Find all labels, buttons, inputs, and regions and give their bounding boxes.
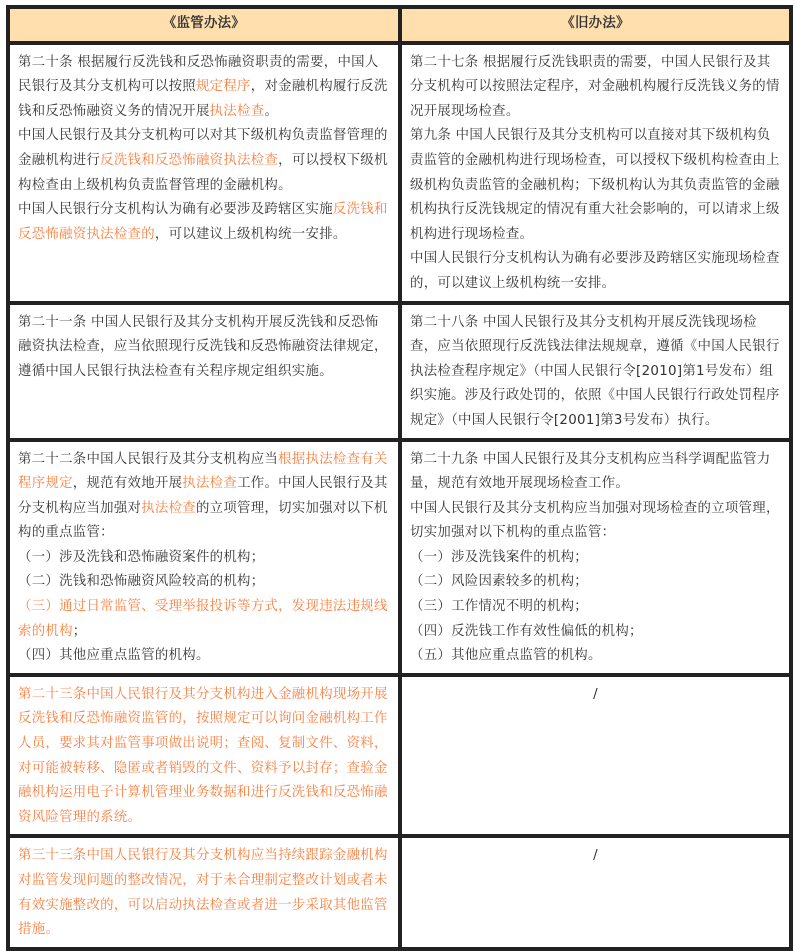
list-item: （二）风险因素较多的机构； <box>410 574 588 590</box>
list-item: （一）涉及洗钱案件的机构； <box>410 549 588 565</box>
article-paragraph: 第二十一条 中国人民银行及其分支机构开展反洗钱和反恐怖融资执法检查，应当依照现行反洗钱和反恐怖融资法律规定，遵循中国人民银行执法检查有关程序规定组织实施。 <box>18 314 388 379</box>
article-paragraph: 第二十九条 中国人民银行及其分支机构应当科学调配监管力量，规范有效地开展现场检查工作。 <box>410 451 771 492</box>
list-item: （四）反洗钱工作有效性偏低的机构； <box>410 623 643 639</box>
column-header-old-measures: 《旧办法》 <box>400 7 791 43</box>
new-measures-cell <box>8 440 400 675</box>
new-measures-cell <box>8 836 400 948</box>
article-paragraph: 第二十条 根据履行反洗钱和反恐怖融资职责的需要，中国人民银行及其分支机构可以按照规定程序，对金融机构履行反洗钱和反恐怖融资义务的情况开展执法检查。 <box>18 54 388 119</box>
highlighted-change: 规定程序 <box>195 79 251 95</box>
list-item: （五）其他应重点监管的机构。 <box>410 648 602 664</box>
highlighted-change: 执法检查 <box>141 500 196 516</box>
comparison-table <box>6 5 793 951</box>
article-paragraph: 第二十八条 中国人民银行及其分支机构开展反洗钱现场检查，应当依照现行反洗钱法律法规规章，遵循《中国人民银行执法检查程序规定》（中国人民银行令[2010]第1号发布）组织实施。涉及行政处罚的，依照《中国人民银行行政处罚程序规定》（中国人民银行令[2001]第3号发布）执行。 <box>410 314 780 428</box>
no-counterpart-mark: / <box>593 686 598 702</box>
highlighted-change: 执法检查 <box>182 476 238 492</box>
new-article-paragraph: 第三十三条中国人民银行及其分支机构应当持续跟踪金融机构对监管发现问题的整改情况，对于未合理制定整改计划或者未有效实施整改的，可以启动执法检查或者进一步采取其他监管措施。 <box>18 848 388 938</box>
article-paragraph: 中国人民银行分支机构认为确有必要涉及跨辖区实施现场检查的，可以建议上级机构统一安排。 <box>410 251 780 291</box>
highlighted-change: 反洗钱和反恐怖融资执法检查的 <box>18 202 388 242</box>
highlighted-change: 执法检查 <box>209 103 265 119</box>
column-header-new-measures: 《监管办法》 <box>8 7 400 43</box>
table-row <box>8 43 791 303</box>
list-item: （二）洗钱和恐怖融资风险较高的机构； <box>18 574 265 590</box>
article-paragraph: 第二十二条中国人民银行及其分支机构应当根据执法检查有关程序规定，规范有效地开展执法检查工作。中国人民银行及其分支机构应当加强对执法检查的立项管理，切实加强对以下机构的重点监管： <box>18 451 388 541</box>
article-paragraph: 中国人民银行及其分支机构应当加强对现场检查的立项管理，切实加强对以下机构的重点监管： <box>410 500 780 541</box>
table-row <box>8 836 791 948</box>
old-measures-cell <box>400 440 791 675</box>
new-measures-cell <box>8 675 400 837</box>
no-counterpart-mark: / <box>593 848 598 864</box>
old-measures-cell <box>400 43 791 303</box>
article-paragraph: 第九条 中国人民银行及其分支机构可以直接对其下级机构负责监管的金融机构进行现场检查，可以授权下级机构检查由上级机构负责监管的金融机构；下级机构认为其负责监管的金融机构执行反洗钱规定的情况有重大社会影响的，可以请求上级机构进行现场检查。 <box>410 128 780 242</box>
article-paragraph: 第二十七条 根据履行反洗钱职责的需要，中国人民银行及其分支机构可以按照法定程序，对金融机构履行反洗钱义务的情况开展现场检查。 <box>410 54 780 119</box>
table-row <box>8 303 791 440</box>
new-measures-cell <box>8 303 400 440</box>
list-item: （三）工作情况不明的机构； <box>410 599 588 615</box>
table-header-row <box>8 7 791 43</box>
new-measures-cell <box>8 43 400 303</box>
old-measures-cell <box>400 675 791 837</box>
highlighted-change: 根据执法检查有关程序规定 <box>18 451 388 492</box>
list-item: （三）通过日常监管、受理举报投诉等方式，发现违法违规线索的机构； <box>18 599 388 639</box>
highlighted-change: （三）通过日常监管、受理举报投诉等方式，发现违法违规线索的机构 <box>18 599 388 639</box>
old-measures-cell <box>400 836 791 948</box>
table-row <box>8 440 791 675</box>
highlighted-change: 反洗钱和反恐怖融资执法检查 <box>100 152 279 168</box>
list-item: （一）涉及洗钱和恐怖融资案件的机构； <box>18 549 265 565</box>
new-article-paragraph: 第二十三条中国人民银行及其分支机构进入金融机构现场开展反洗钱和反恐怖融资监管的，按照规定可以询问金融机构工作人员，要求其对监管事项做出说明；查阅、复制文件、资料，对可能被转移、隐匿或者销毁的文件、资料予以封存；查验金融机构运用电子计算机管理业务数据和进行反洗钱和反恐怖融资风险管理的系统。 <box>18 686 388 825</box>
table-row <box>8 675 791 837</box>
list-item: （四）其他应重点监管的机构。 <box>18 648 210 664</box>
article-paragraph: 中国人民银行分支机构认为确有必要涉及跨辖区实施反洗钱和反恐怖融资执法检查的，可以建议上级机构统一安排。 <box>18 202 388 242</box>
old-measures-cell <box>400 303 791 440</box>
article-paragraph: 中国人民银行及其分支机构可以对其下级机构负责监督管理的金融机构进行反洗钱和反恐怖融资执法检查，可以授权下级机构检查由上级机构负责监督管理的金融机构。 <box>18 128 388 193</box>
